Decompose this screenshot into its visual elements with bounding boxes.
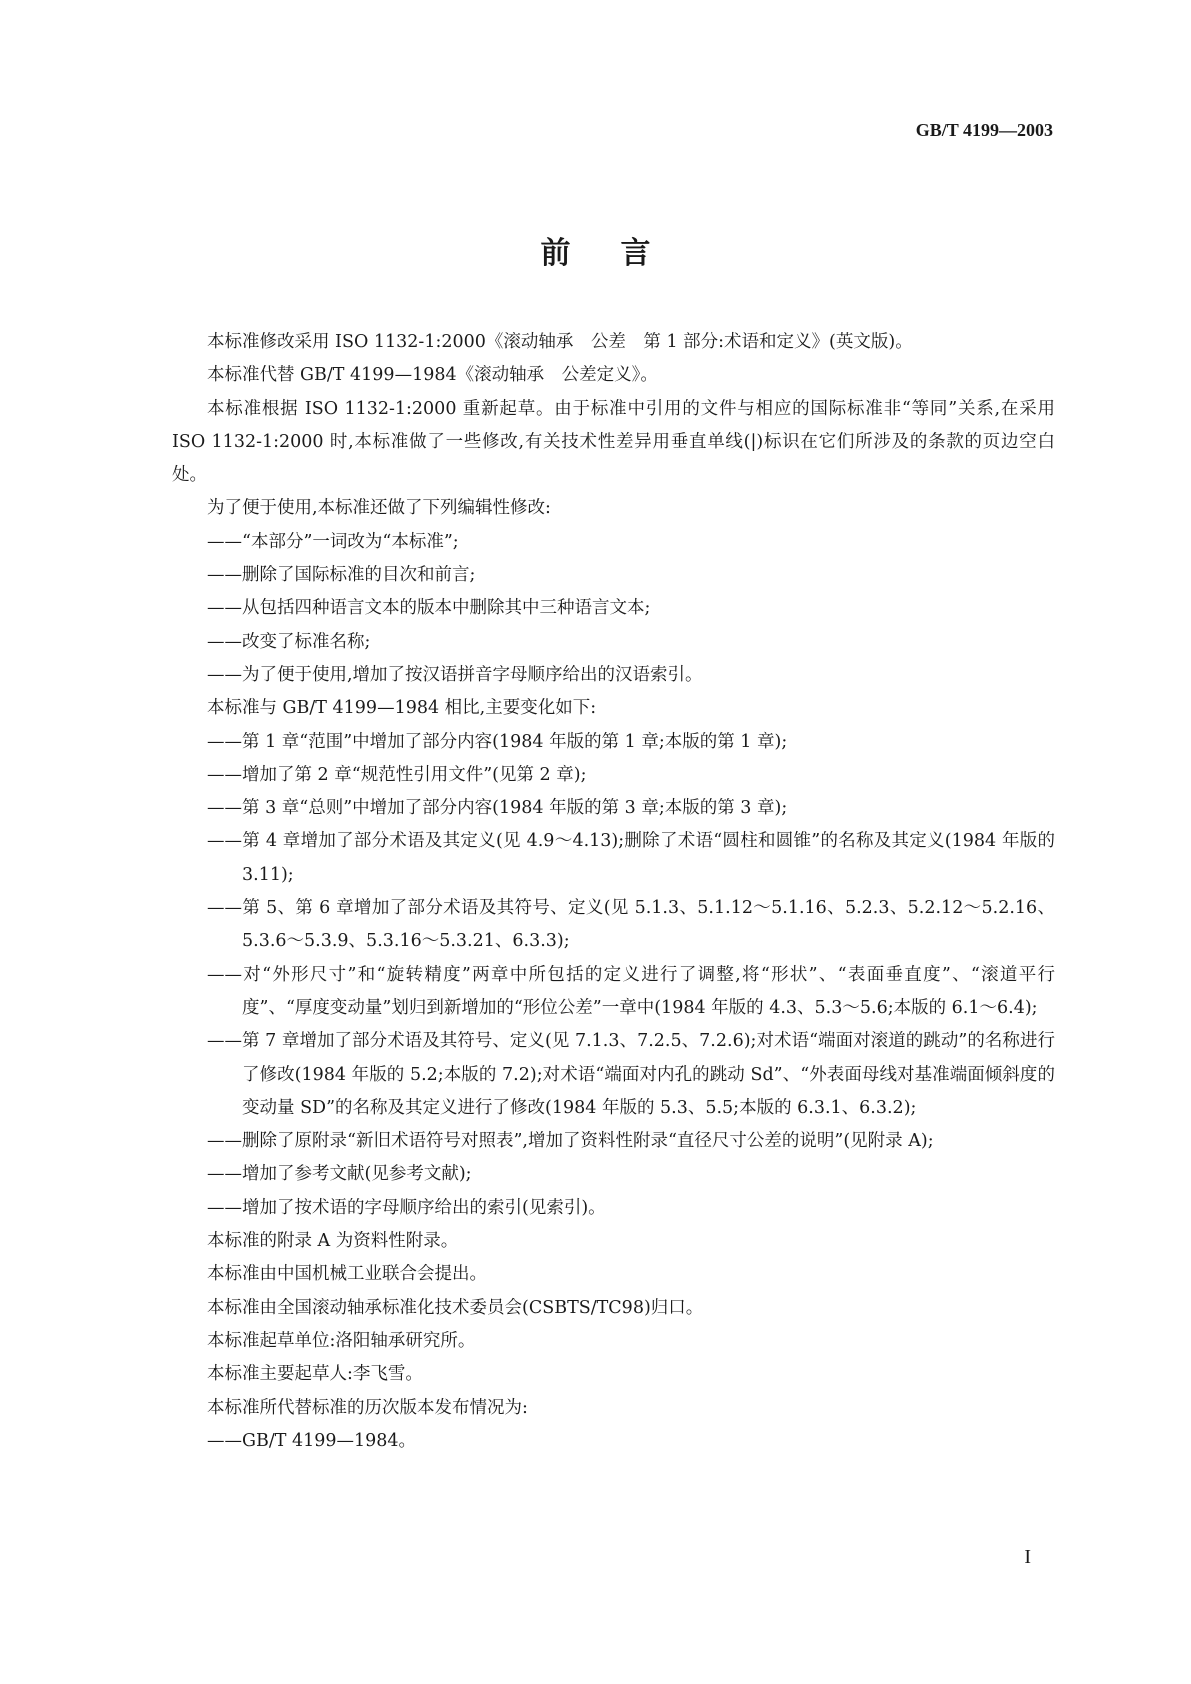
list-item: ——增加了第 2 章“规范性引用文件”(见第 2 章); <box>207 764 587 785</box>
paragraph: 为了便于使用,本标准还做了下列编辑性修改: <box>207 498 551 519</box>
list-item: ——删除了原附录“新旧术语符号对照表”,增加了资料性附录“直径尺寸公差的说明”(见附录 A); <box>207 1131 934 1152</box>
list-item: ——改变了标准名称; <box>207 631 371 652</box>
paragraph: 本标准根据 ISO 1132-1:2000 重新起草。由于标准中引用的文件与相应的国际标准非“等同”关系,在采用 ISO 1132-1:2000 时,本标准做了一些修改,有关技术性差异用垂直单线(|)标识在它们所涉及的条款的页边空白处。 <box>172 398 1056 486</box>
paragraph: 本标准由中国机械工业联合会提出。 <box>207 1264 487 1285</box>
list-item: ——从包括四种语言文本的版本中删除其中三种语言文本; <box>207 598 651 619</box>
list-item: ——第 5、第 6 章增加了部分术语及其符号、定义(见 5.1.3、5.1.12～5.1.16、5.2.3、5.2.12～5.2.16、5.3.6～5.3.9、5.3.16～5.3.21、6.3.3); <box>207 898 1055 952</box>
paragraph: 本标准起草单位:洛阳轴承研究所。 <box>207 1330 476 1351</box>
list-item: ——对“外形尺寸”和“旋转精度”两章中所包括的定义进行了调整,将“形状”、“表面垂直度”、“滚道平行度”、“厚度变动量”划归到新增加的“形位公差”一章中(1984 年版的 4.3、5.3～5.6;本版的 6.1～6.4); <box>207 964 1055 1018</box>
page-number: I <box>1024 1546 1031 1568</box>
list-item: ——为了便于使用,增加了按汉语拼音字母顺序给出的汉语索引。 <box>207 664 703 685</box>
list-item: ——增加了参考文献(见参考文献); <box>207 1164 472 1185</box>
paragraph: 本标准修改采用 ISO 1132-1:2000《滚动轴承 公差 第 1 部分:术语和定义》(英文版)。 <box>207 332 913 352</box>
list-item: ——第 4 章增加了部分术语及其定义(见 4.9～4.13);删除了术语“圆柱和圆锥”的名称及其定义(1984 年版的 3.11); <box>207 831 1055 885</box>
standard-code: GB/T 4199—2003 <box>915 120 1053 140</box>
paragraph: 本标准主要起草人:李飞雪。 <box>207 1364 423 1385</box>
list-item: ——增加了按术语的字母顺序给出的索引(见索引)。 <box>207 1197 606 1218</box>
paragraph: 本标准所代替标准的历次版本发布情况为: <box>207 1397 528 1418</box>
paragraph: 本标准与 GB/T 4199—1984 相比,主要变化如下: <box>207 698 597 719</box>
document-body <box>172 326 1055 1458</box>
list-item: ——删除了国际标准的目次和前言; <box>207 565 476 586</box>
paragraph: 本标准代替 GB/T 4199—1984《滚动轴承 公差定义》。 <box>207 365 658 386</box>
list-item: ——GB/T 4199—1984。 <box>207 1430 417 1451</box>
paragraph: 本标准由全国滚动轴承标准化技术委员会(CSBTS/TC98)归口。 <box>207 1297 704 1318</box>
list-item: ——第 7 章增加了部分术语及其符号、定义(见 7.1.3、7.2.5、7.2.6);对术语“端面对滚道的跳动”的名称进行了修改(1984 年版的 5.2;本版的 7.2);对术语“端面对内孔的跳动 Sd”、“外表面母线对基准端面倾斜度的变动量 SD”的名称及其定义进行了修改(1984 年版的 5.3、5.5;本版的 6.3.1、6.3.2); <box>207 1031 1055 1118</box>
page-title: 前言 <box>540 236 701 271</box>
list-item: ——第 3 章“总则”中增加了部分内容(1984 年版的第 3 章;本版的第 3 章); <box>207 798 788 819</box>
list-item: ——“本部分”一词改为“本标准”; <box>207 531 459 552</box>
paragraph: 本标准的附录 A 为资料性附录。 <box>207 1231 459 1252</box>
list-item: ——第 1 章“范围”中增加了部分内容(1984 年版的第 1 章;本版的第 1 章); <box>207 731 788 752</box>
